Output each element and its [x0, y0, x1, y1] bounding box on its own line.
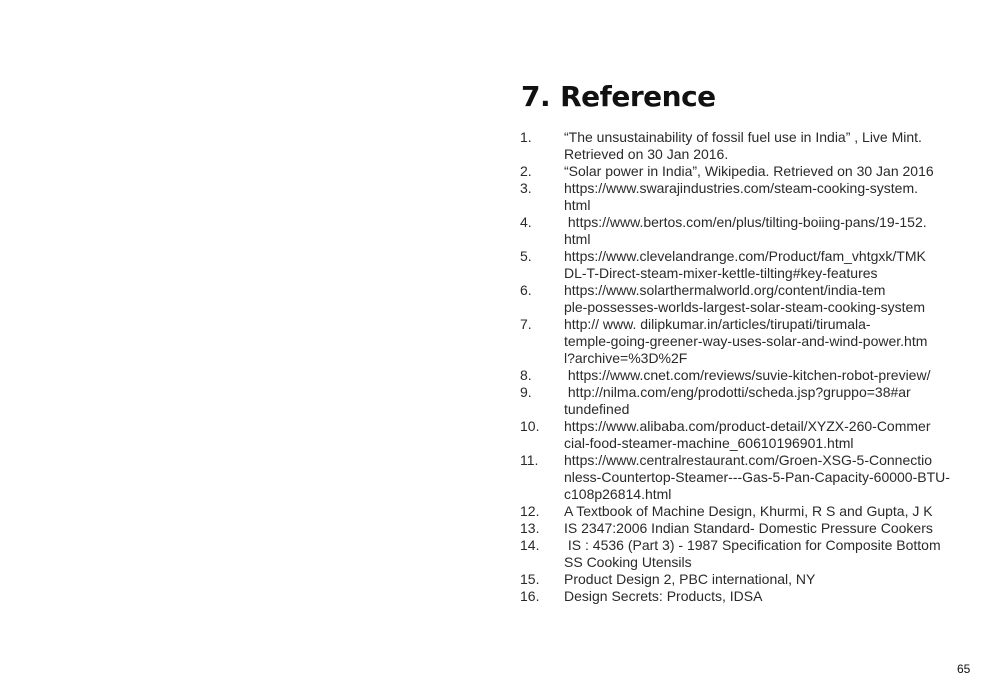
reference-text-line: temple-going-greener-way-uses-solar-and-wind-power.htm: [564, 333, 928, 349]
reference-item: [520, 520, 950, 537]
reference-index: 12.: [520, 503, 540, 519]
reference-item: [520, 418, 950, 452]
reference-index: 14.: [520, 537, 540, 553]
reference-text: [564, 163, 950, 180]
reference-item: [520, 384, 950, 418]
reference-text-line: https://www.alibaba.com/product-detail/XYZX-260-Commer: [564, 418, 931, 434]
reference-index: 2.: [520, 163, 532, 179]
reference-item: [520, 163, 950, 180]
reference-item: [520, 316, 950, 367]
reference-text: [564, 418, 950, 452]
reference-text-line: html: [564, 197, 591, 213]
reference-index: 1.: [520, 129, 532, 145]
reference-text-line: nless-Countertop-Steamer---Gas-5-Pan-Capacity-60000-BTU-: [564, 469, 950, 485]
reference-index: 13.: [520, 520, 540, 536]
reference-index: 11.: [520, 452, 539, 468]
reference-text: [564, 248, 950, 282]
reference-text-line: https://www.cnet.com/reviews/suvie-kitchen-robot-preview/: [564, 367, 931, 383]
reference-text-line: html: [564, 231, 591, 247]
reference-text: [564, 452, 950, 503]
reference-text-line: cial-food-steamer-machine_60610196901.html: [564, 435, 854, 451]
reference-text-line: https://www.swarajindustries.com/steam-cooking-system.: [564, 180, 918, 196]
reference-text-line: l?archive=%3D%2F: [564, 350, 688, 366]
reference-text: [564, 129, 950, 163]
reference-index: 6.: [520, 282, 532, 298]
reference-text-line: “The unsustainability of fossil fuel use in India” , Live Mint.: [564, 129, 922, 145]
reference-text: [564, 520, 950, 537]
reference-text: [564, 180, 950, 214]
section-number: 7.: [521, 80, 551, 113]
reference-text-line: https://www.solarthermalworld.org/content/india-tem: [564, 282, 886, 298]
reference-text: [564, 384, 950, 418]
reference-text-line: “Solar power in India”, Wikipedia. Retrieved on 30 Jan 2016: [564, 163, 934, 179]
reference-text-line: c108p26814.html: [564, 486, 672, 502]
reference-index: 4.: [520, 214, 532, 230]
reference-item: [520, 503, 950, 520]
reference-text: [564, 588, 950, 605]
reference-item: [520, 248, 950, 282]
reference-list: [520, 129, 950, 605]
reference-text-line: Design Secrets: Products, IDSA: [564, 588, 763, 604]
reference-text-line: ple-possesses-worlds-largest-solar-steam-cooking-system: [564, 299, 925, 315]
reference-text: [564, 214, 950, 248]
reference-text-line: IS 2347:2006 Indian Standard- Domestic Pressure Cookers: [564, 520, 933, 536]
reference-index: 8.: [520, 367, 532, 383]
reference-index: 3.: [520, 180, 532, 196]
reference-item: [520, 367, 950, 384]
reference-item: [520, 452, 950, 503]
section-title: Reference: [560, 80, 716, 113]
reference-index: 16.: [520, 588, 540, 604]
reference-text-line: Retrieved on 30 Jan 2016.: [564, 146, 729, 162]
section-heading: [521, 80, 716, 113]
reference-text-line: http://nilma.com/eng/prodotti/scheda.jsp?gruppo=38#ar: [564, 384, 911, 400]
reference-index: 7.: [520, 316, 532, 332]
reference-text-line: tundefined: [564, 401, 630, 417]
reference-index: 9.: [520, 384, 532, 400]
reference-index: 15.: [520, 571, 540, 587]
reference-text: [564, 503, 950, 520]
reference-text-line: https://www.centralrestaurant.com/Groen-XSG-5-Connectio: [564, 452, 933, 468]
reference-item: [520, 282, 950, 316]
reference-item: [520, 180, 950, 214]
reference-text: [564, 316, 950, 367]
reference-text-line: DL-T-Direct-steam-mixer-kettle-tilting#key-features: [564, 265, 878, 281]
reference-text-line: IS : 4536 (Part 3) - 1987 Specification for Composite Bottom: [564, 537, 941, 553]
reference-item: [520, 214, 950, 248]
reference-item: [520, 571, 950, 588]
reference-text-line: Product Design 2, PBC international, NY: [564, 571, 816, 587]
reference-index: 10.: [520, 418, 540, 434]
reference-item: [520, 537, 950, 571]
reference-text-line: https://www.clevelandrange.com/Product/fam_vhtgxk/TMK: [564, 248, 926, 264]
reference-text: [564, 571, 950, 588]
reference-text-line: SS Cooking Utensils: [564, 554, 692, 570]
page-number: 65: [957, 662, 971, 676]
reference-item: [520, 588, 950, 605]
reference-index: 5.: [520, 248, 532, 264]
reference-text-line: https://www.bertos.com/en/plus/tilting-boiing-pans/19-152.: [564, 214, 927, 230]
reference-text: [564, 367, 950, 384]
reference-text: [564, 537, 950, 571]
reference-item: [520, 129, 950, 163]
reference-text-line: A Textbook of Machine Design, Khurmi, R S and Gupta, J K: [564, 503, 933, 519]
reference-text-line: http:// www. dilipkumar.in/articles/tirupati/tirumala-: [564, 316, 871, 332]
reference-text: [564, 282, 950, 316]
